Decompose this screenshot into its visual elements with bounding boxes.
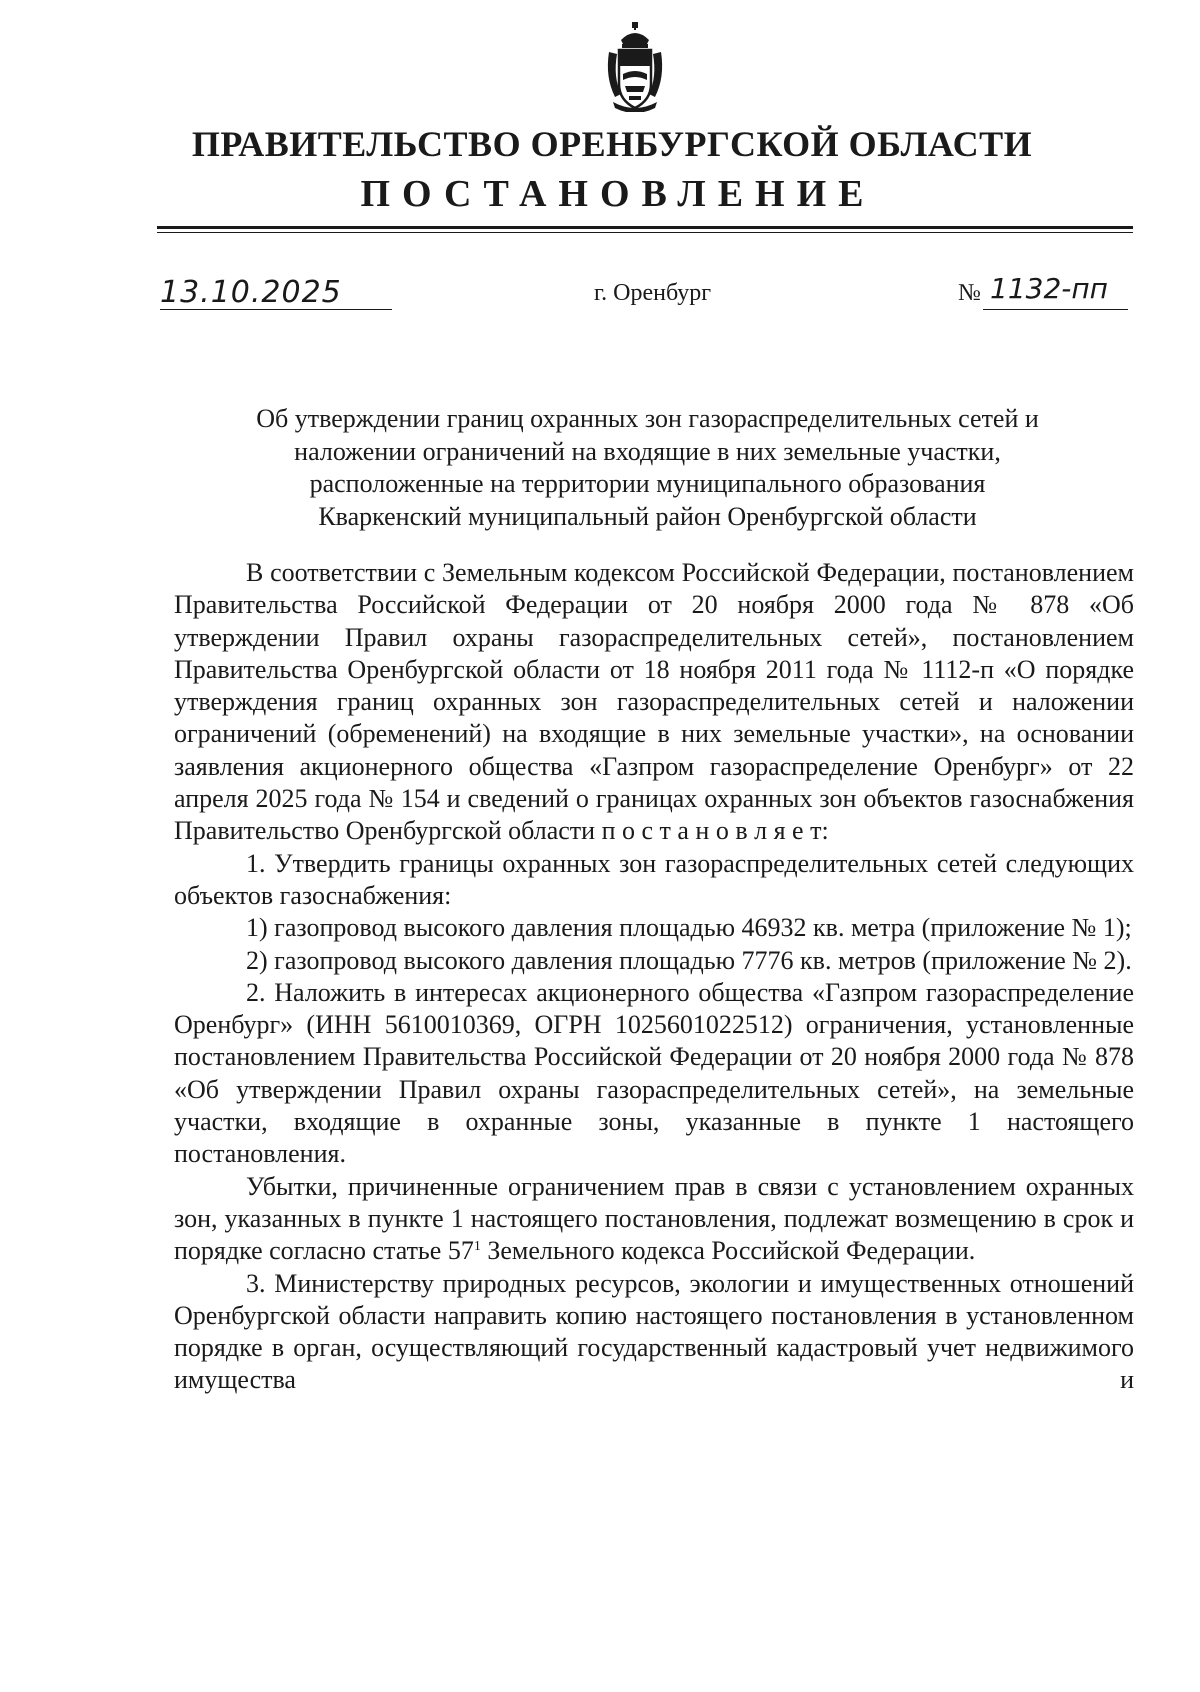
document-type-title: ПОСТАНОВЛЕНИЕ: [360, 173, 876, 215]
preamble-text: В соответствии с Земельным кодексом Российской Федерации, постановлением Правительства Российской Федерации от 20 ноября 2000 года № 878 «Об утверждении Правил охраны газораспределительных сетей», постановлением Правительства Оренбургской области от 18 ноября 2011 года № 1112-п «О порядке утверждения границ охранных зон газораспределительных сетей и наложении ограничений (обременений) на входящие в них земельные участки», на основании заявления акционерного общества «Газпром газораспределение Оренбург» от 22 апреля 2025 года № 154 и сведений о границах охранных зон объектов газоснабжения Правительство Оренбургской области: [174, 558, 1134, 846]
item-1-1-paragraph: 1) газопровод высокого давления площадью 46932 кв. метра (приложение № 1);: [246, 913, 1132, 943]
losses-paragraph: [174, 1171, 1134, 1268]
coat-of-arms-emblem: [605, 22, 665, 112]
subject-line: наложении ограничений на входящие в них земельные участки,: [294, 436, 1001, 466]
document-body: [174, 557, 1134, 1397]
item-3-paragraph: 3. Министерству природных ресурсов, экологии и имущественных отношений Оренбургской области направить копию настоящего постановления в установленном порядке в орган, осуществляющий государственный кадастровый учет недвижимого имущества и: [174, 1268, 1134, 1395]
item-1-2-paragraph: 2) газопровод высокого давления площадью 7776 кв. метров (приложение № 2).: [246, 945, 1132, 975]
header-divider-thin: [157, 232, 1133, 233]
item-2-paragraph: 2. Наложить в интересах акционерного общества «Газпром газораспределение Оренбург» (ИНН 5610010369, ОГРН 1025601022512) ограничения, установленные постановлением Правительства Российской Федерации от 20 ноября 2000 года № 878 «Об утверждении Правил охраны газораспределительных сетей», на земельные участки, входящие в охранные зоны, указанные в пункте 1 настоящего постановления.: [174, 977, 1134, 1169]
city-name: г. Оренбург: [594, 280, 712, 306]
losses-text-part1: Убытки, причиненные ограничением прав в связи с установлением охранных зон, указанных в пункте 1 настоящего постановления, подлежат возмещению в срок и порядке согласно статье 57: [174, 1171, 1134, 1266]
document-subject: [160, 403, 1135, 533]
losses-text-part2: Земельного кодекса Российской Федерации.: [480, 1236, 976, 1266]
number-label: №: [958, 280, 981, 306]
preamble-paragraph: [174, 557, 1134, 848]
handwritten-number: 1132-пп: [990, 272, 1108, 305]
preamble-verb: п о с т а н о в л я е т:: [601, 816, 829, 846]
subject-line: Об утверждении границ охранных зон газораспределительных сетей и: [256, 404, 1039, 433]
subject-line: Кваркенский муниципальный район Оренбургской области: [318, 501, 977, 531]
government-title: ПРАВИТЕЛЬСТВО ОРЕНБУРГСКОЙ ОБЛАСТИ: [191, 124, 1033, 164]
article-superscript: 1: [473, 1239, 481, 1255]
handwritten-date: 13.10.2025: [160, 275, 342, 310]
item-1-paragraph: 1. Утвердить границы охранных зон газораспределительных сетей следующих объектов газоснабжения:: [174, 848, 1134, 910]
subject-line: расположенные на территории муниципального образования: [309, 469, 986, 498]
header-divider-thick: [157, 226, 1133, 229]
